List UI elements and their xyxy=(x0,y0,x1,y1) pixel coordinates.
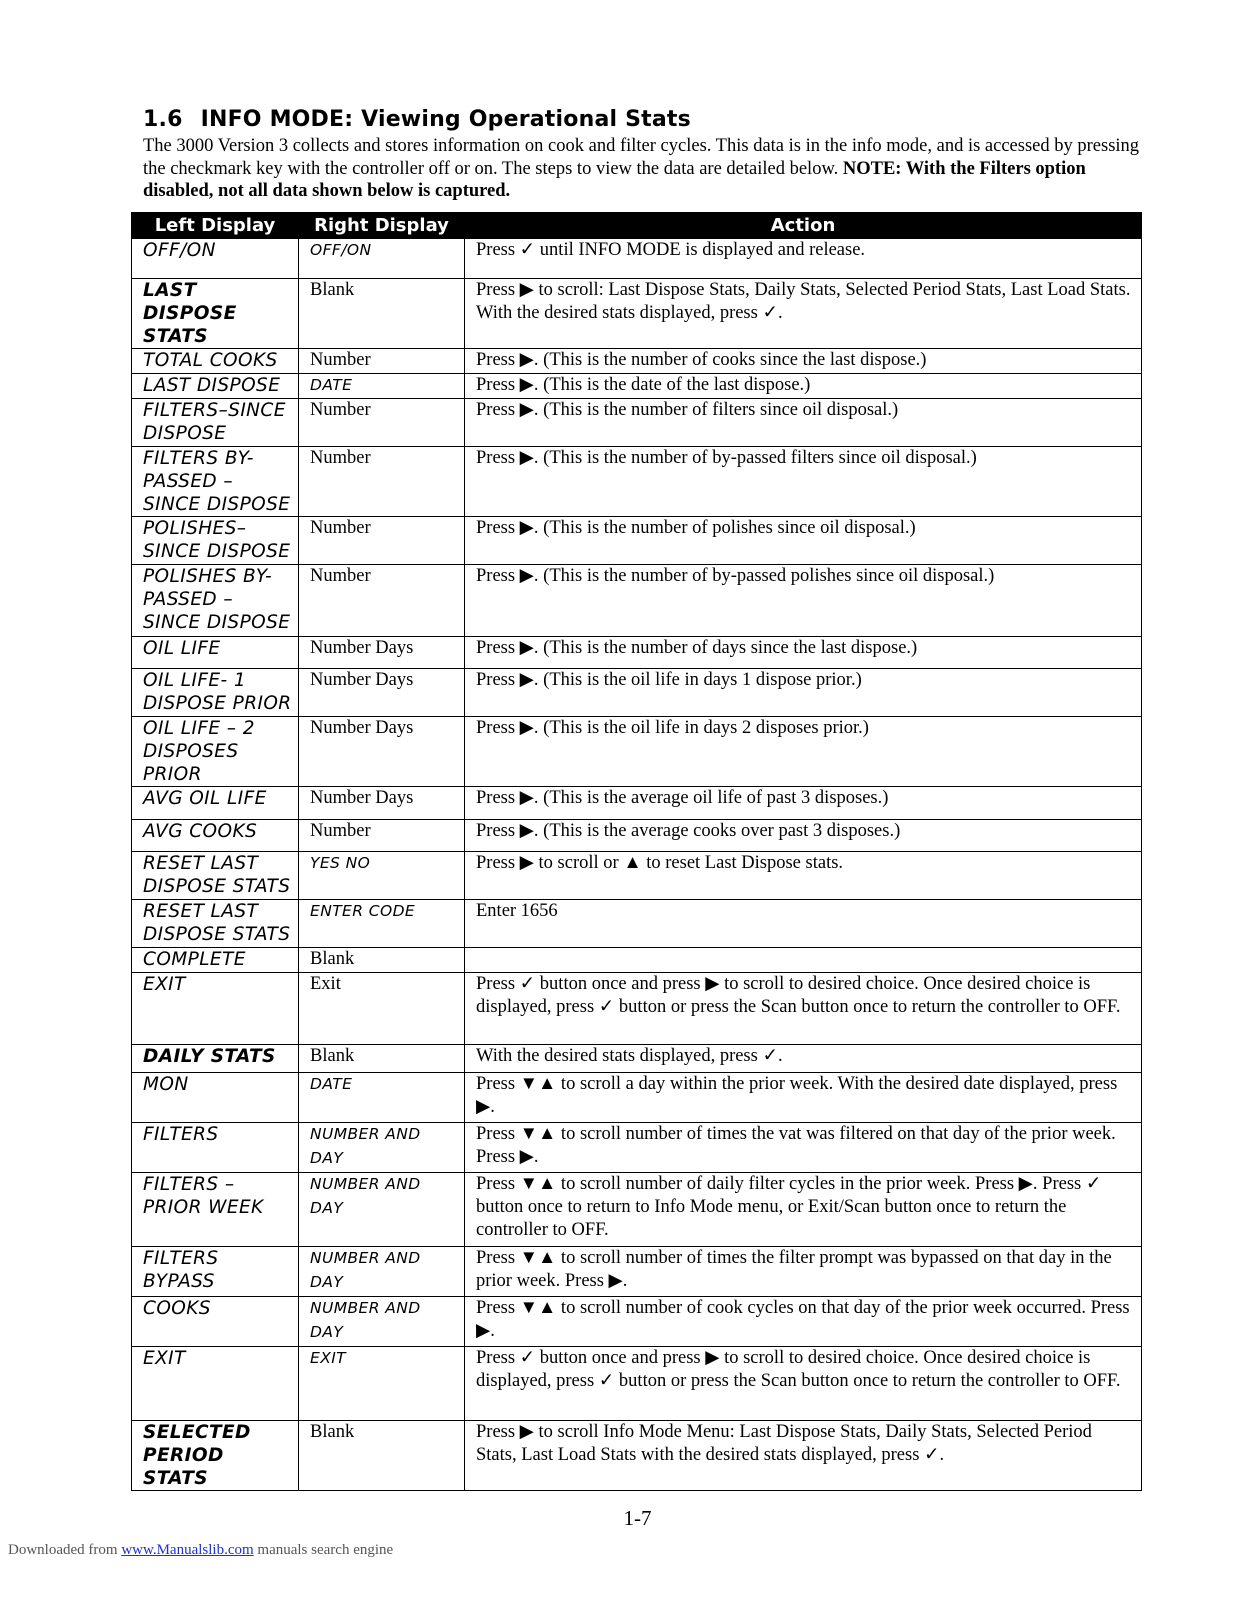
table-row xyxy=(132,717,1142,787)
header-action: Action xyxy=(465,213,1142,239)
left-display-cell: COOKS xyxy=(132,1297,299,1347)
table-row xyxy=(132,447,1142,517)
left-display-cell: RESET LAST DISPOSE STATS xyxy=(132,900,299,948)
right-display-cell: Number Days xyxy=(299,787,465,820)
action-cell: Press ▶. (This is the oil life in days 2 disposes prior.) xyxy=(465,717,1142,787)
section-heading xyxy=(143,107,691,132)
table-row xyxy=(132,517,1142,565)
right-display-cell: DATE xyxy=(299,374,465,399)
right-display-cell: Number Days xyxy=(299,717,465,787)
footer-prefix: Downloaded from xyxy=(8,1542,122,1558)
left-display-cell: OFF/ON xyxy=(132,239,299,279)
table-row xyxy=(132,374,1142,399)
left-display-cell: AVG COOKS xyxy=(132,820,299,852)
table-row xyxy=(132,239,1142,279)
intro-text: The 3000 Version 3 collects and stores information on cook and filter cycles. This data is in the info mode, and is accessed by pressing the checkmark key with the controller off or on. The steps to view the data are detailed below. xyxy=(143,136,1140,179)
action-cell: Press ▶ to scroll Info Mode Menu: Last Dispose Stats, Daily Stats, Selected Period Stats, Last Load Stats with the desired stats displayed, press ✓. xyxy=(465,1421,1142,1491)
left-display-cell: EXIT xyxy=(132,1347,299,1421)
action-cell: Press ▼▲ to scroll a day within the prior week. With the desired date displayed, press ▶. xyxy=(465,1073,1142,1123)
action-cell: Press ✓ button once and press ▶ to scroll to desired choice. Once desired choice is displayed, press ✓ button or press the Scan button once to return the controller to OFF. xyxy=(465,1347,1142,1421)
page-number: 1-7 xyxy=(623,1506,652,1530)
right-display-cell: Number xyxy=(299,399,465,447)
section-title: INFO MODE: Viewing Operational Stats xyxy=(200,107,691,132)
right-display-cell: NUMBER AND DAY xyxy=(299,1247,465,1297)
right-display-cell: Number xyxy=(299,820,465,852)
action-cell: Press ▶. (This is the number of by-passed polishes since oil disposal.) xyxy=(465,565,1142,637)
footer-suffix: manuals search engine xyxy=(253,1542,394,1558)
table-row xyxy=(132,1173,1142,1247)
table-row xyxy=(132,349,1142,374)
action-cell: Press ▶. (This is the number of by-passed filters since oil disposal.) xyxy=(465,447,1142,517)
intro-note: NOTE: With the Filters option disabled, not all data shown below is captured. xyxy=(143,158,1086,201)
section-number: 1.6 xyxy=(143,107,183,132)
table-row xyxy=(132,565,1142,637)
table-row xyxy=(132,399,1142,447)
left-display-cell: POLISHES BY-PASSED – SINCE DISPOSE xyxy=(132,565,299,637)
action-cell: Press ▶ to scroll: Last Dispose Stats, Daily Stats, Selected Period Stats, Last Load Stats. With the desired stats displayed, press ✓. xyxy=(465,279,1142,349)
right-display-cell: Number Days xyxy=(299,637,465,669)
action-cell: Press ▶. (This is the number of polishes since oil disposal.) xyxy=(465,517,1142,565)
action-cell: Press ▶. (This is the number of cooks since the last dispose.) xyxy=(465,349,1142,374)
table-row xyxy=(132,1045,1142,1073)
right-display-cell: Number xyxy=(299,447,465,517)
left-display-cell: AVG OIL LIFE xyxy=(132,787,299,820)
table-row xyxy=(132,637,1142,669)
left-display-cell: TOTAL COOKS xyxy=(132,349,299,374)
right-display-cell: YES NO xyxy=(299,852,465,900)
table-row xyxy=(132,279,1142,349)
right-display-cell: NUMBER AND DAY xyxy=(299,1123,465,1173)
table-row xyxy=(132,1247,1142,1297)
action-cell: Press ▶ to scroll or ▲ to reset Last Dispose stats. xyxy=(465,852,1142,900)
table-row xyxy=(132,1123,1142,1173)
right-display-cell: ENTER CODE xyxy=(299,900,465,948)
right-display-cell: Number xyxy=(299,565,465,637)
right-display-cell: DATE xyxy=(299,1073,465,1123)
table-row xyxy=(132,900,1142,948)
left-display-cell: DAILY STATS xyxy=(132,1045,299,1073)
table-row xyxy=(132,787,1142,820)
table-row xyxy=(132,820,1142,852)
table-row xyxy=(132,669,1142,717)
action-cell: Press ▶. (This is the date of the last dispose.) xyxy=(465,374,1142,399)
left-display-cell: EXIT xyxy=(132,973,299,1045)
left-display-cell: FILTERS BY-PASSED – SINCE DISPOSE xyxy=(132,447,299,517)
left-display-cell: RESET LAST DISPOSE STATS xyxy=(132,852,299,900)
left-display-cell: OIL LIFE- 1 DISPOSE PRIOR xyxy=(132,669,299,717)
manualslib-link[interactable]: www.Manualslib.com xyxy=(121,1542,254,1558)
left-display-cell: MON xyxy=(132,1073,299,1123)
left-display-cell: LAST DISPOSE STATS xyxy=(132,279,299,349)
table-row xyxy=(132,852,1142,900)
action-cell: With the desired stats displayed, press ✓. xyxy=(465,1045,1142,1073)
table-row xyxy=(132,973,1142,1045)
left-display-cell: OIL LIFE – 2 DISPOSES PRIOR xyxy=(132,717,299,787)
header-right-display: Right Display xyxy=(299,213,465,239)
table-header-row xyxy=(132,213,1142,239)
right-display-cell: Blank xyxy=(299,279,465,349)
left-display-cell: OIL LIFE xyxy=(132,637,299,669)
action-cell: Press ▶. (This is the oil life in days 1 dispose prior.) xyxy=(465,669,1142,717)
action-cell: Press ▶. (This is the average oil life of past 3 disposes.) xyxy=(465,787,1142,820)
action-cell: Press ▶. (This is the number of days since the last dispose.) xyxy=(465,637,1142,669)
table-row xyxy=(132,948,1142,973)
right-display-cell: NUMBER AND DAY xyxy=(299,1173,465,1247)
left-display-cell: COMPLETE xyxy=(132,948,299,973)
right-display-cell: Number xyxy=(299,517,465,565)
right-display-cell: Blank xyxy=(299,1421,465,1491)
action-cell: Press ▶. (This is the number of filters since oil disposal.) xyxy=(465,399,1142,447)
left-display-cell: FILTERS – PRIOR WEEK xyxy=(132,1173,299,1247)
left-display-cell: FILTERS BYPASS xyxy=(132,1247,299,1297)
right-display-cell: EXIT xyxy=(299,1347,465,1421)
intro-paragraph xyxy=(143,135,1143,203)
action-cell: Press ▼▲ to scroll number of times the vat was filtered on that day of the prior week. Press ▶. xyxy=(465,1123,1142,1173)
action-cell: Press ✓ button once and press ▶ to scroll to desired choice. Once desired choice is displayed, press ✓ button or press the Scan button once to return the controller to OFF. xyxy=(465,973,1142,1045)
header-left-display: Left Display xyxy=(132,213,299,239)
action-cell: Press ▼▲ to scroll number of daily filter cycles in the prior week. Press ▶. Press ✓ button once to return to Info Mode menu, or Exit/Scan button once to return the controller to OFF. xyxy=(465,1173,1142,1247)
table-row xyxy=(132,1421,1142,1491)
right-display-cell: OFF/ON xyxy=(299,239,465,279)
left-display-cell: POLISHES–SINCE DISPOSE xyxy=(132,517,299,565)
left-display-cell: FILTERS xyxy=(132,1123,299,1173)
right-display-cell: Blank xyxy=(299,948,465,973)
table-row xyxy=(132,1073,1142,1123)
right-display-cell: Number xyxy=(299,349,465,374)
action-cell: Press ▶. (This is the average cooks over past 3 disposes.) xyxy=(465,820,1142,852)
table-row xyxy=(132,1297,1142,1347)
left-display-cell: SELECTED PERIOD STATS xyxy=(132,1421,299,1491)
table-row xyxy=(132,1347,1142,1421)
action-cell: Press ✓ until INFO MODE is displayed and release. xyxy=(465,239,1142,279)
left-display-cell: LAST DISPOSE xyxy=(132,374,299,399)
right-display-cell: NUMBER AND DAY xyxy=(299,1297,465,1347)
right-display-cell: Blank xyxy=(299,1045,465,1073)
action-cell: Press ▼▲ to scroll number of cook cycles on that day of the prior week occurred. Press ▶. xyxy=(465,1297,1142,1347)
action-cell xyxy=(465,948,1142,973)
download-footer xyxy=(8,1542,393,1559)
info-mode-table xyxy=(131,212,1142,1491)
action-cell: Enter 1656 xyxy=(465,900,1142,948)
right-display-cell: Exit xyxy=(299,973,465,1045)
left-display-cell: FILTERS–SINCE DISPOSE xyxy=(132,399,299,447)
right-display-cell: Number Days xyxy=(299,669,465,717)
action-cell: Press ▼▲ to scroll number of times the filter prompt was bypassed on that day in the prior week. Press ▶. xyxy=(465,1247,1142,1297)
